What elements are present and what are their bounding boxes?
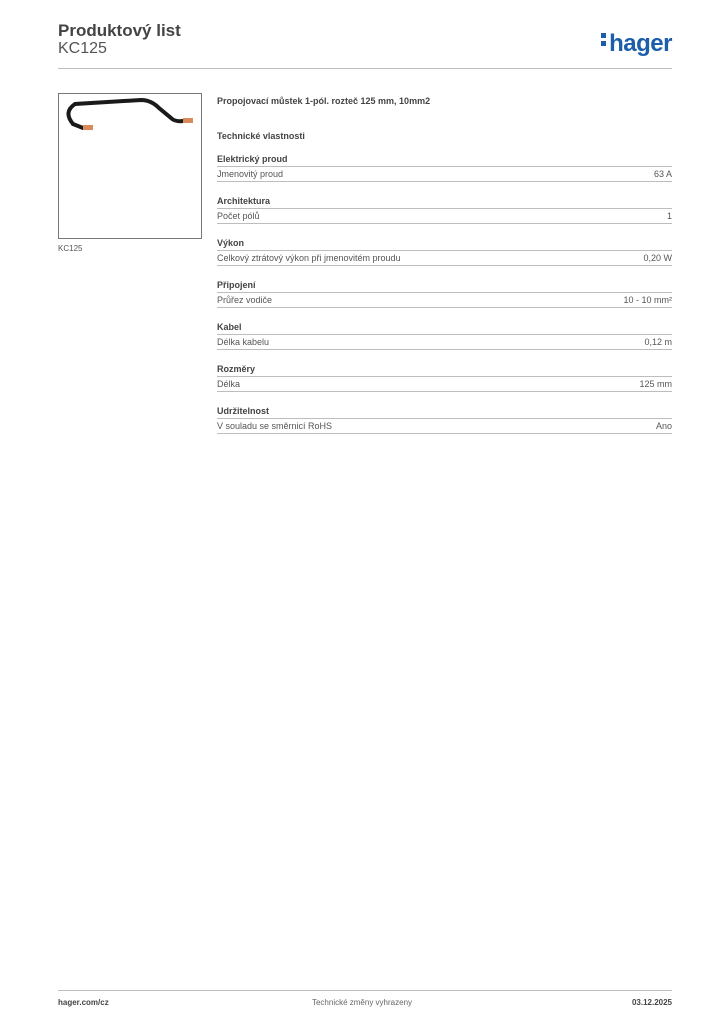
technical-properties-title: Technické vlastnosti [217, 131, 305, 141]
section-title: Architektura [217, 196, 672, 209]
spec-label: Počet pólů [217, 211, 260, 221]
section-dimensions [217, 364, 672, 392]
spec-row [217, 167, 672, 182]
spec-row [217, 293, 672, 308]
section-title: Výkon [217, 238, 672, 251]
spec-label: Jmenovitý proud [217, 169, 284, 179]
product-image [58, 93, 202, 239]
spec-label: Délka [217, 379, 241, 389]
section-title: Kabel [217, 322, 672, 335]
spec-value: 63 A [653, 169, 672, 179]
logo-dots-icon [601, 30, 606, 49]
footer-date: 03.12.2025 [631, 998, 672, 1007]
spec-value: 10 - 10 mm² [623, 295, 672, 305]
product-description: Propojovací můstek 1-pól. rozteč 125 mm, 10mm2 [217, 96, 431, 106]
section-architecture [217, 196, 672, 224]
hager-logo [601, 30, 672, 58]
spec-content [217, 96, 672, 448]
footer-website: hager.com/cz [58, 998, 109, 1007]
spec-value: 0,20 W [643, 253, 672, 263]
spec-row [217, 377, 672, 392]
bridge-cable-icon [59, 94, 201, 238]
section-cable [217, 322, 672, 350]
spec-row [217, 209, 672, 224]
logo-text: hager [609, 30, 672, 57]
spec-label: Délka kabelu [217, 337, 270, 347]
spec-row [217, 335, 672, 350]
section-power [217, 238, 672, 266]
section-title: Elektrický proud [217, 154, 672, 167]
footer-divider [58, 990, 672, 991]
section-electric-current [217, 154, 672, 182]
spec-label: Celkový ztrátový výkon při jmenovitém proudu [217, 253, 401, 263]
spec-value: 125 mm [639, 379, 672, 389]
spec-label: Průřez vodiče [217, 295, 273, 305]
spec-row [217, 251, 672, 266]
spec-label: V souladu se směrnicí RoHS [217, 421, 333, 431]
footer-disclaimer: Technické změny vyhrazeny [311, 998, 413, 1007]
page-title: Produktový list [58, 21, 181, 40]
section-connection [217, 280, 672, 308]
product-code: KC125 [58, 40, 107, 57]
section-title: Udržitelnost [217, 406, 672, 419]
section-title: Rozměry [217, 364, 672, 377]
spec-value: Ano [655, 421, 672, 431]
section-sustainability [217, 406, 672, 434]
spec-value: 0,12 m [644, 337, 672, 347]
header-divider [58, 68, 672, 69]
spec-row [217, 419, 672, 434]
image-caption: KC125 [58, 244, 83, 253]
spec-value: 1 [666, 211, 672, 221]
section-title: Připojení [217, 280, 672, 293]
